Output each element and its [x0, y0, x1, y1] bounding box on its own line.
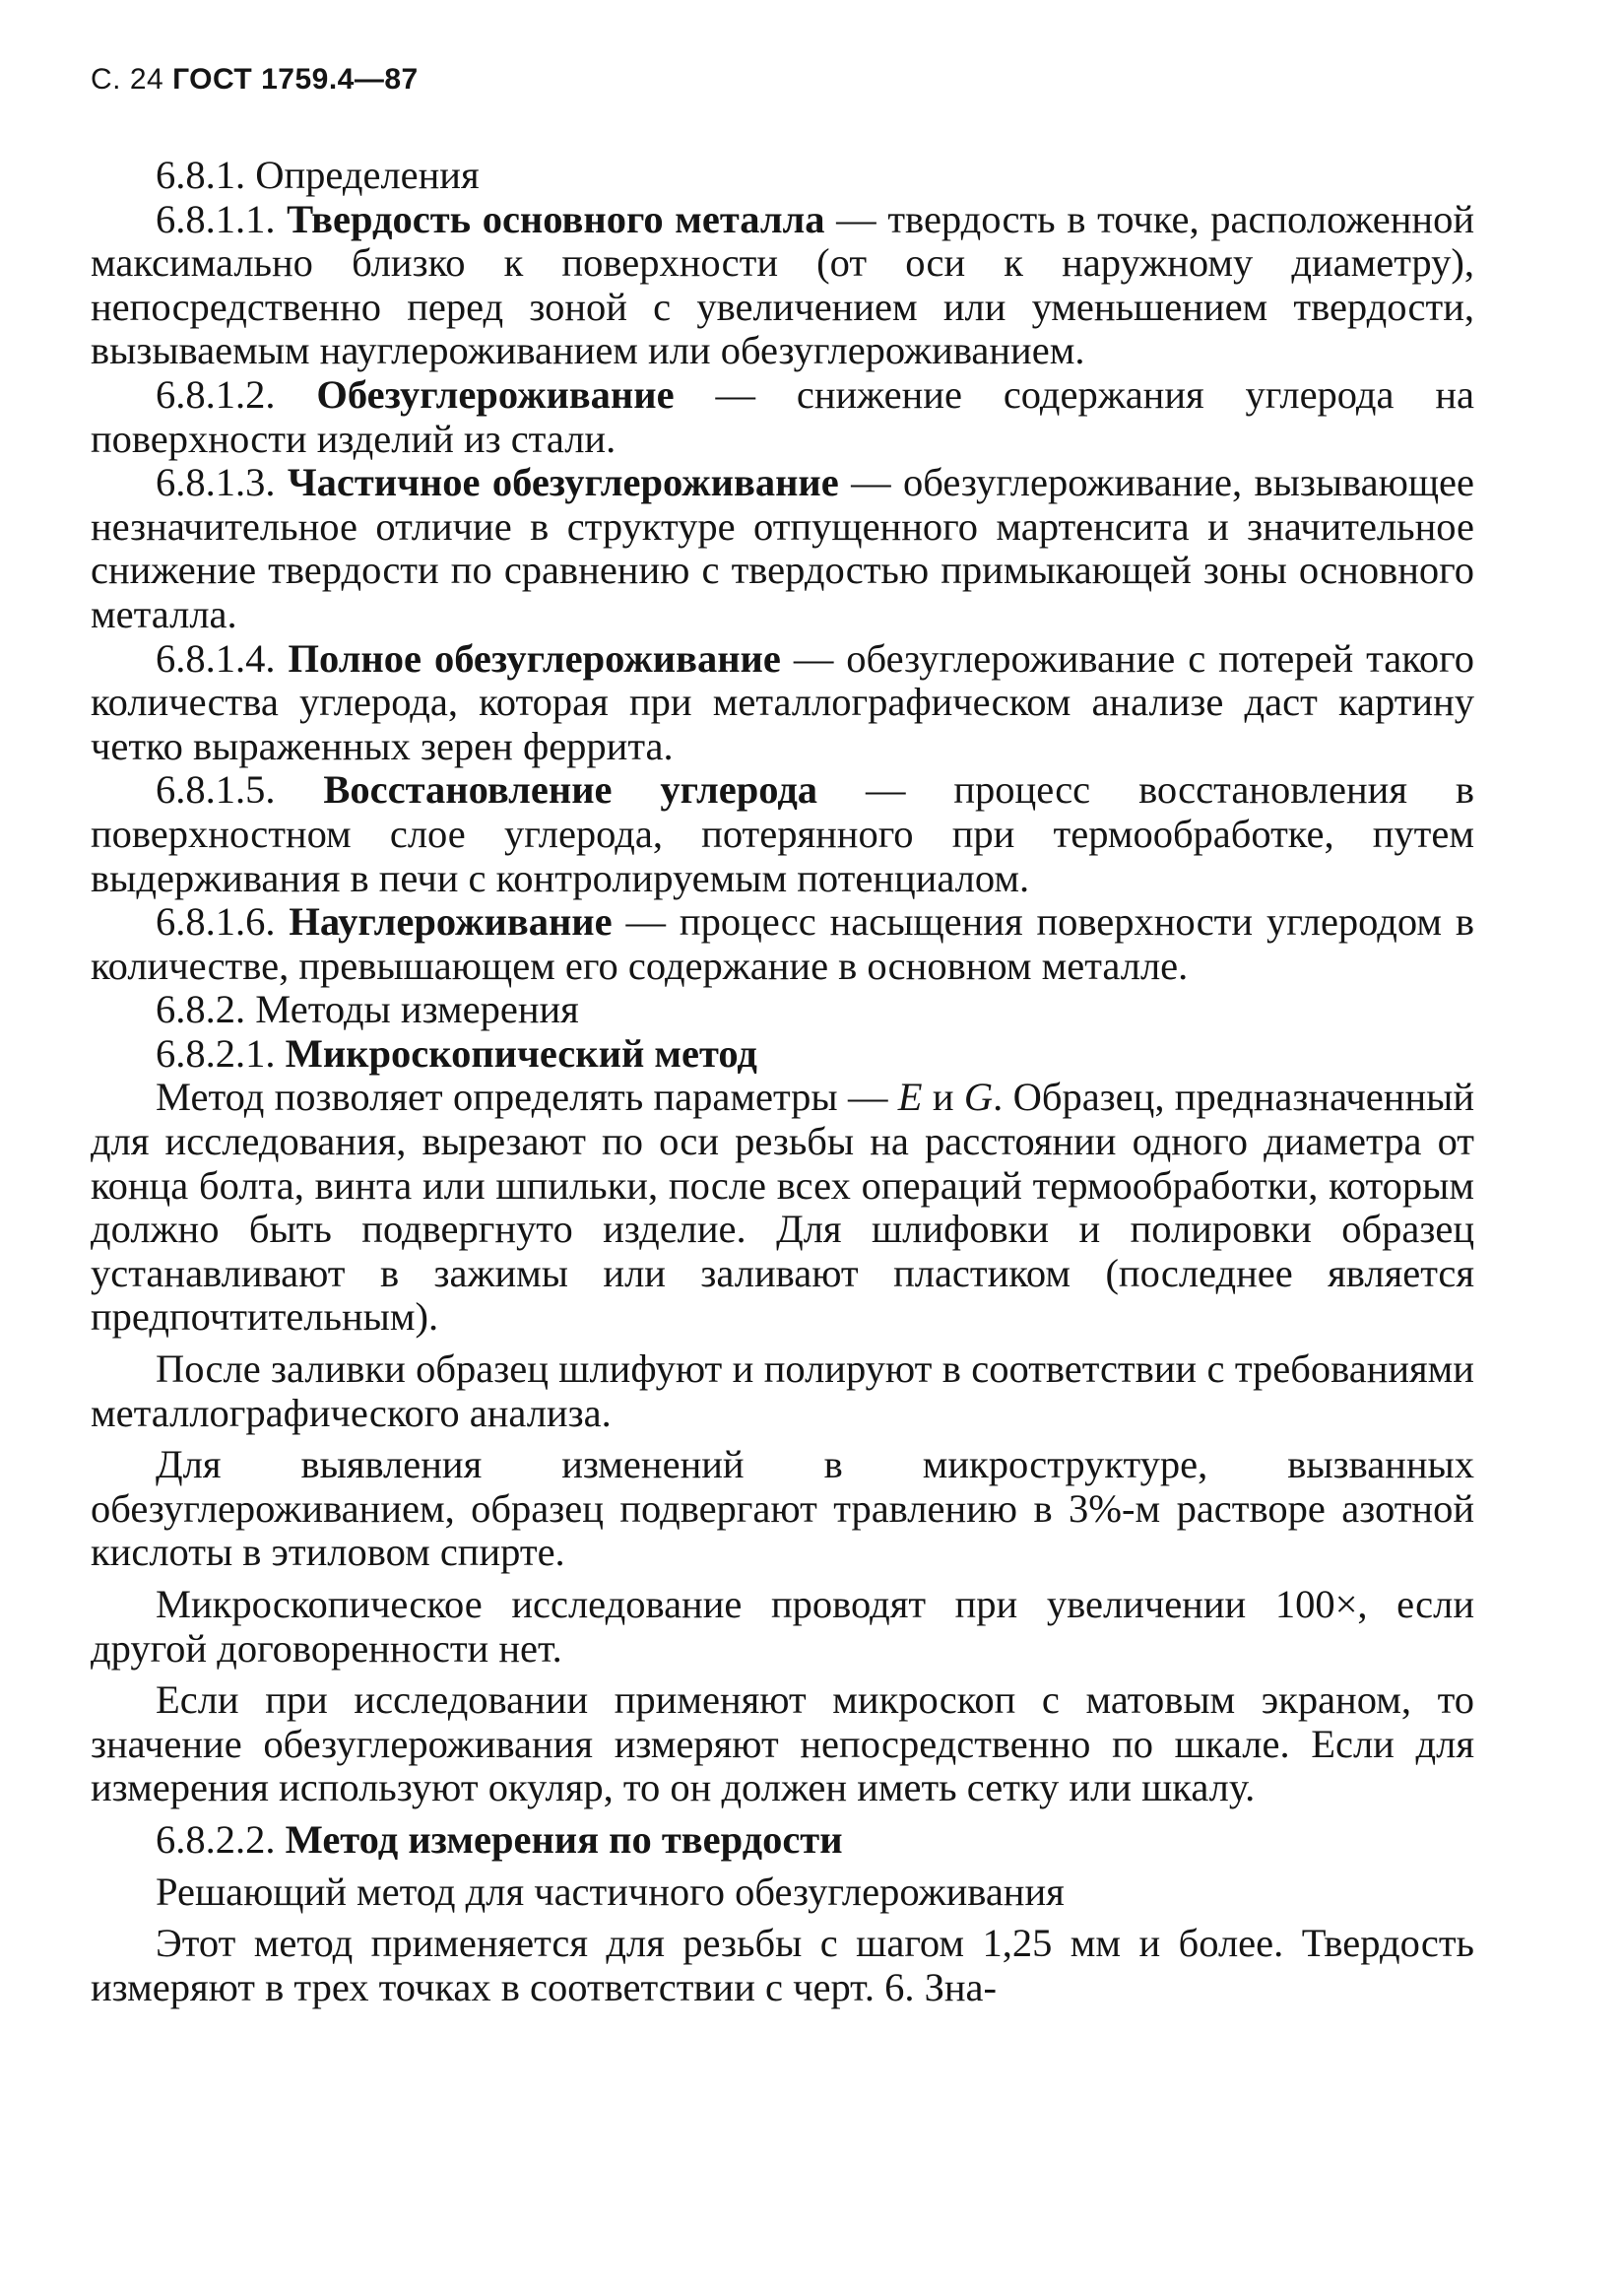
- method-text-part: и: [922, 1075, 964, 1120]
- term-dash: —: [817, 767, 954, 813]
- definition-text: твердость в точке, расположенной максимально близко к поверхности (от оси к наружному диаметру), непосредственно перед зоной с увеличением или уменьшением твердости, вызываемым науглероживанием или обезуглероживанием.: [91, 196, 1475, 373]
- definition-text: обезуглероживание, вызывающее незначительное отличие в структуре отпущенного мартенсита и значительное снижение твердости по сравнению с твердостью примыкающей зоны основного металла.: [91, 460, 1475, 636]
- page-header: [91, 63, 419, 97]
- clause-number: 6.8.1.: [156, 153, 246, 197]
- clause-number: 6.8.1.2.: [156, 371, 276, 417]
- clause-heading: Методы измерения: [255, 987, 579, 1032]
- term-dash: —: [780, 635, 847, 681]
- method-text-part: Метод позволяет определять параметры —: [156, 1075, 898, 1120]
- clause-number: 6.8.1.3.: [156, 460, 276, 505]
- method-paragraph: Для выявления изменений в микроструктуре, вызванных обезуглероживанием, образец подвергают травлению в 3%-м растворе азотной кислоты в этиловом спирте.: [91, 1442, 1474, 1575]
- term-dash: —: [612, 899, 680, 945]
- hardness-subheading: Решающий метод для частичного обезуглероживания: [156, 1869, 1065, 1914]
- paragraph-hardness-heading: [91, 1818, 1474, 1863]
- definition-paragraph: [91, 900, 1474, 988]
- definition-paragraph: [91, 637, 1474, 769]
- standard-number: ГОСТ 1759.4—87: [172, 63, 419, 96]
- definition-text: снижение содержания углерода на поверхности изделий из стали.: [91, 371, 1475, 461]
- method-paragraph: Если при исследовании применяют микроскоп с матовым экраном, то значение обезуглероживания измеряют непосредственно по шкале. Если для измерения используют окуляр, то он должен иметь сетку или шкалу.: [91, 1677, 1474, 1810]
- clause-number: 6.8.1.6.: [156, 899, 276, 945]
- defined-term: Восстановление углерода: [323, 767, 818, 813]
- term-dash: —: [838, 460, 904, 505]
- clause-number: 6.8.2.1.: [156, 1030, 276, 1076]
- defined-term: Твердость основного металла: [287, 196, 825, 241]
- term-dash: —: [674, 371, 797, 417]
- section-heading: Метод измерения по твердости: [285, 1816, 843, 1862]
- clause-number: 6.8.2.: [156, 987, 246, 1032]
- parameter-e: E: [897, 1075, 923, 1120]
- term-dash: —: [824, 196, 888, 241]
- parameter-g: G: [963, 1075, 994, 1120]
- clause-number: 6.8.2.2.: [156, 1816, 276, 1862]
- method-paragraph: Микроскопическое исследование проводят при увеличении 100×, если другой договоренности нет.: [91, 1582, 1474, 1671]
- method-text-part: . Образец, предназначенный для исследования, вырезают по оси резьбы на расстоянии одного диаметра от конца болта, винта или шпильки, после всех операций термообработки, которым должно быть подвергнуто изделие. Для шлифовки и полировки образец устанавливают в зажимы или заливают пластиком (последнее является предпочтительным).: [91, 1075, 1474, 1340]
- paragraph-definitions: [91, 154, 1474, 198]
- hardness-paragraph: Этот метод применяется для резьбы с шагом 1,25 мм и более. Твердость измеряют в трех точках в соответствии с черт. 6. Зна-: [91, 1921, 1474, 2009]
- page-number: С. 24: [91, 63, 164, 96]
- document-body: [91, 154, 1474, 2009]
- clause-number: 6.8.1.1.: [156, 196, 276, 241]
- method-paragraph: После заливки образец шлифуют и полируют в соответствии с требованиями металлографического анализа.: [91, 1346, 1474, 1435]
- section-heading: Микроскопический метод: [285, 1030, 757, 1076]
- clause-number: 6.8.1.4.: [156, 635, 276, 681]
- definition-text: процесс насыщения поверхности углеродом в количестве, превышающем его содержание в основном металле.: [91, 899, 1474, 988]
- definition-text: обезуглероживание с потерей такого количества углерода, которая при металлографическом анализе даст картину четко выраженных зерен феррита.: [91, 635, 1475, 768]
- method-paragraph: [91, 1076, 1474, 1340]
- definition-paragraph: [91, 461, 1474, 636]
- defined-term: Полное обезуглероживание: [288, 635, 781, 681]
- definition-paragraph: [91, 198, 1474, 373]
- paragraph-methods: [91, 988, 1474, 1032]
- definition-text: процесс восстановления в поверхностном слое углерода, потерянного при термообработке, путем выдерживания в печи с контролируемым потенциалом.: [91, 767, 1474, 900]
- clause-number: 6.8.1.5.: [156, 767, 276, 813]
- defined-term: Частичное обезуглероживание: [287, 460, 839, 505]
- definition-paragraph: [91, 768, 1474, 900]
- paragraph-microscopic-heading: [91, 1032, 1474, 1077]
- defined-term: Обезуглероживание: [316, 371, 675, 417]
- definition-paragraph: [91, 373, 1474, 461]
- clause-heading: Определения: [255, 153, 480, 197]
- defined-term: Науглероживание: [289, 899, 613, 945]
